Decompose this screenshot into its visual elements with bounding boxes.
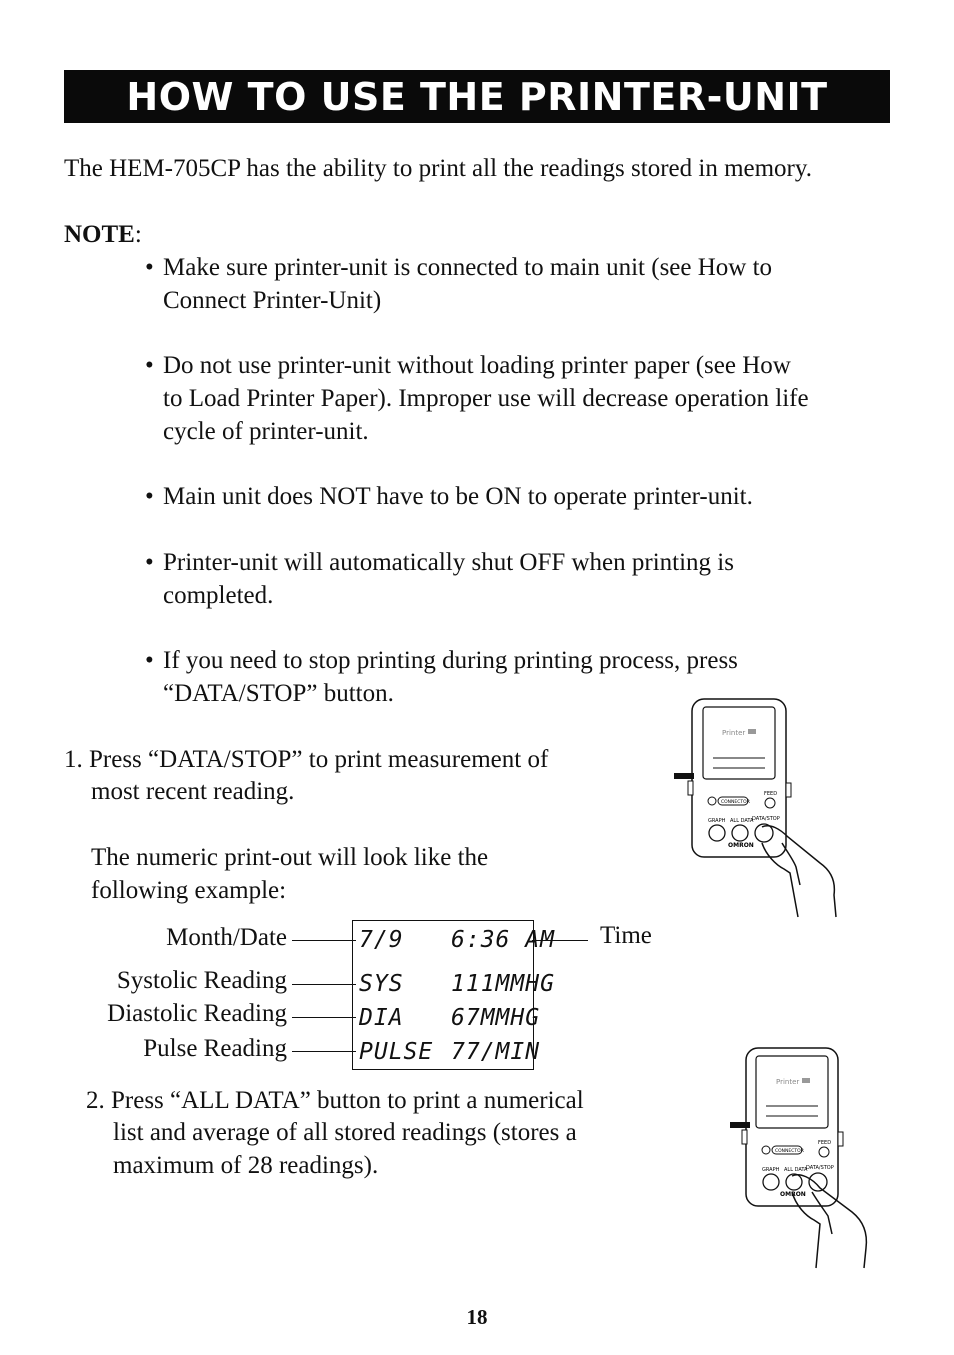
printout-sys-value: 111MMHG (451, 971, 555, 997)
label-time: Time (600, 922, 652, 949)
printout-time: 6:36 AM (451, 927, 555, 953)
note-bullet: • Make sure printer-unit is connected to main unit (see How to Connect Printer-Unit) (145, 251, 875, 317)
step1-example-line: The numeric print-out will look like the (91, 844, 489, 871)
note-bullet: • If you need to stop printing during printing process, press “DATA/STOP” button. (145, 644, 875, 710)
note-bullet: • Main unit does NOT have to be ON to operate printer-unit. (145, 480, 875, 513)
step2-line: list and average of all stored readings (stores a (113, 1119, 577, 1146)
note-colon: : (134, 221, 142, 248)
printout-date: 7/9 (359, 927, 404, 953)
device-datastop-label: DATA/STOP (806, 1165, 834, 1171)
bullet-line: cycle of printer-unit. (163, 418, 369, 445)
printout-dia-label: DIA (359, 1005, 404, 1031)
leader-line-systolic (292, 984, 356, 985)
note-bullet: • Printer-unit will automatically shut OFF when printing is completed. (145, 546, 875, 612)
bullet-line: Make sure printer-unit is connected to main unit (see How to (163, 254, 773, 281)
printout-pulse-value: 77/MIN (451, 1039, 541, 1065)
bullet-line: Do not use printer-unit without loading printer paper (see How (163, 352, 791, 379)
note-heading (64, 218, 142, 251)
bullet-line: Connect Printer-Unit) (163, 287, 382, 314)
device-alldata-label: ALL DATA (730, 818, 754, 824)
device-brand: OMRON (780, 1191, 806, 1198)
label-diastolic: Diastolic Reading (107, 1000, 287, 1027)
device-graph-label: GRAPH (708, 818, 726, 824)
device-printer-label: Printer (722, 729, 746, 737)
printout-sys-label: SYS (359, 971, 404, 997)
device-alldata-label: ALL DATA (784, 1167, 808, 1173)
label-month-date: Month/Date (166, 924, 287, 951)
device-datastop-label: DATA/STOP (752, 816, 780, 822)
printout-dia-value: 67MMHG (451, 1005, 541, 1031)
step1-line: 1. Press “DATA/STOP” to print measurement of (64, 746, 549, 773)
step2-line: maximum of 28 readings). (113, 1152, 379, 1179)
step2-line: 2. Press “ALL DATA” button to print a numerical (86, 1087, 584, 1114)
step1-example-line: following example: (91, 877, 287, 904)
note-bullet: • Do not use printer-unit without loading printer paper (see How to Load Printer Paper). Improper use will decrease operation life cycle of printer-unit. (145, 349, 875, 448)
leader-line-date (292, 940, 356, 941)
bullet-line: Printer-unit will automatically shut OFF when printing is (163, 549, 734, 576)
device-printer-label: Printer (776, 1078, 800, 1086)
page-title: HOW TO USE THE PRINTER-UNIT (126, 74, 828, 119)
device-brand: OMRON (728, 842, 754, 849)
page-number: 18 (466, 1305, 488, 1329)
printer-illustration-data-stop (670, 695, 845, 920)
bullet-line: “DATA/STOP” button. (163, 680, 394, 707)
device-feed-label: FEED (818, 1140, 832, 1146)
label-systolic: Systolic Reading (116, 967, 287, 994)
device-feed-label: FEED (764, 791, 778, 797)
device-connector-label: CONNECTOR (775, 1149, 804, 1154)
printout-example (352, 920, 555, 1070)
note-label: NOTE (64, 221, 135, 248)
printer-illustration-all-data (720, 1042, 895, 1270)
intro-text: The HEM-705CP has the ability to print all the readings stored in memory. (64, 155, 813, 182)
leader-line-diastolic (292, 1017, 356, 1018)
bullet-line: If you need to stop printing during printing process, press (163, 647, 738, 674)
device-connector-label: CONNECTOR (721, 800, 750, 805)
bullet-line: completed. (163, 582, 274, 609)
title-banner (64, 70, 890, 123)
printout-pulse-label: PULSE (359, 1039, 434, 1065)
device-graph-label: GRAPH (762, 1167, 780, 1173)
label-pulse: Pulse Reading (143, 1035, 287, 1062)
bullet-line: Main unit does NOT have to be ON to operate printer-unit. (163, 483, 753, 510)
step1-line: most recent reading. (91, 778, 295, 805)
bullet-line: to Load Printer Paper). Improper use will decrease operation life (163, 385, 809, 412)
leader-line-pulse (292, 1051, 356, 1052)
